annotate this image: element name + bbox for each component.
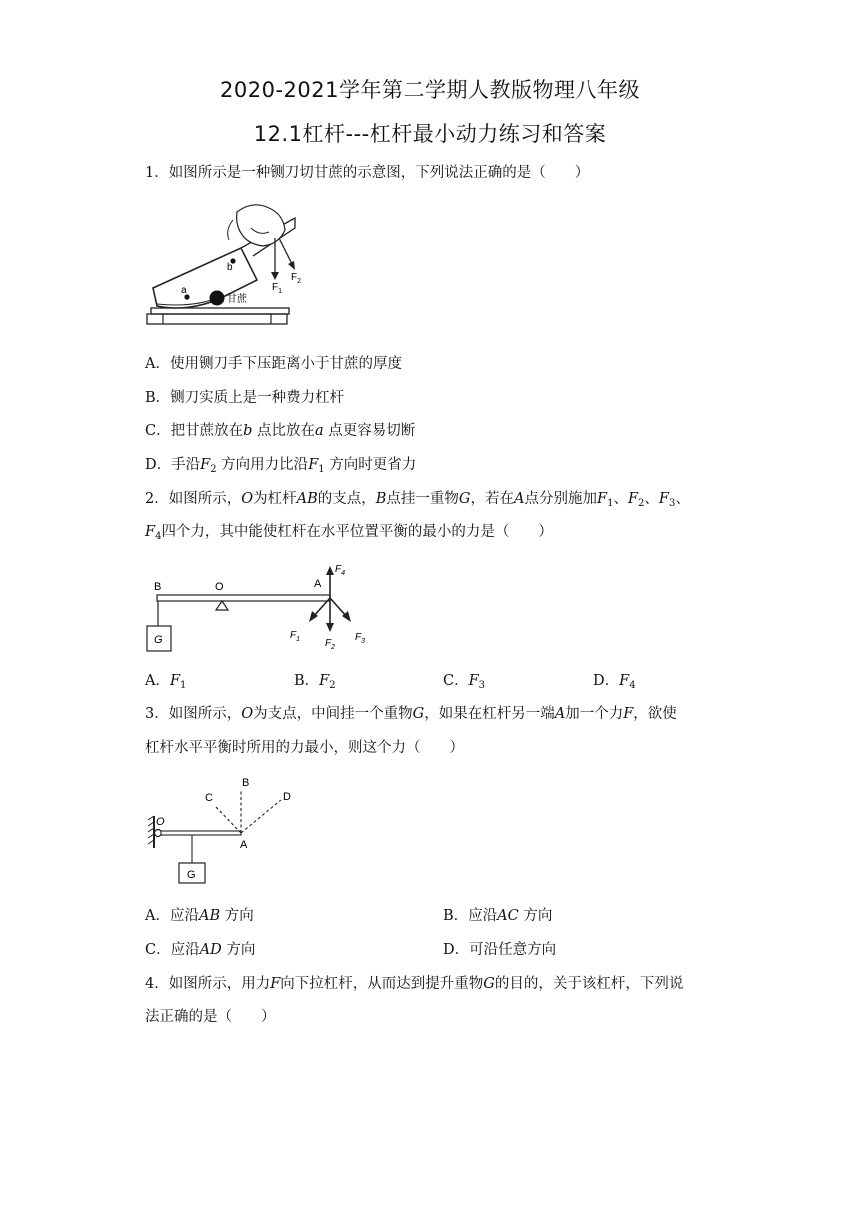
svg-text:F3: $F_3$ [355, 632, 366, 645]
q3-label-d: D [283, 791, 291, 803]
q2-stem-line2: $F_4$四个力，其中能使杠杆在水平位置平衡的最小的力是（ ） [145, 524, 553, 542]
svg-text:F1: $F_1$ [272, 282, 283, 295]
q3-stem-line1: 3．如图所示，O为支点，中间挂一个重物G，如果在杠杆另一端A加一个力F，欲使 [145, 706, 677, 722]
q1-point-a-label: a [181, 285, 187, 296]
q3-label-b: B [242, 777, 250, 789]
svg-text:F2: $F_2$ [325, 638, 336, 651]
q2-option-c: C．$F_3$ [443, 673, 486, 691]
svg-text:G: G [187, 869, 196, 881]
q2-fulcrum [216, 601, 228, 610]
q2-f4-label: F [335, 564, 342, 575]
q3-label-o: O [156, 816, 165, 828]
svg-text:F1: $F_1$ [290, 630, 301, 643]
q2-f1-label: F [290, 630, 297, 641]
q3-option-d: D．可沿任意方向 [443, 942, 557, 958]
document-title: 2020-2021学年第二学期人教版物理八年级 [220, 78, 640, 102]
q3-label-a: A [240, 839, 248, 851]
q1-sugarcane-label: 甘蔗 [227, 294, 247, 305]
q1-option-d: D．手沿$F_2$ 方向用力比沿$F_1$ 方向时更省力 [145, 457, 417, 475]
q1-sugarcane [210, 291, 225, 306]
q4-stem-line2: 法正确的是（ ） [145, 1009, 276, 1025]
q3-option-b: B．应沿AC 方向 [443, 908, 553, 924]
q2-option-a: A．$F_1$ [145, 673, 187, 691]
q2-f3-label: F [355, 632, 362, 643]
document-subtitle: 12.1杠杆---杠杆最小动力练习和答案 [253, 122, 607, 146]
q2-label-b: B [154, 581, 162, 593]
svg-text:F2: $F_2$ [291, 272, 302, 285]
q2-label-a: A [314, 578, 322, 590]
q1-f1-label: F [272, 282, 279, 293]
q3-pivot-o [155, 830, 162, 837]
q1-stem: 1．如图所示是一种铡刀切甘蔗的示意图，下列说法正确的是（ ） [145, 165, 590, 181]
q2-figure-lever [145, 560, 375, 660]
q3-figure-lever [145, 772, 305, 888]
q2-option-b: B．$F_2$ [294, 673, 336, 691]
q2-option-d: D．$F_4$ [593, 673, 636, 691]
q3-option-c: C．应沿AD 方向 [145, 942, 256, 958]
q3-option-a: A．应沿AB 方向 [145, 908, 254, 924]
q2-lever-bar [157, 595, 330, 601]
q3-label-c: C [205, 792, 213, 804]
q1-f2-label: F [291, 272, 298, 283]
q2-f2-label: F [325, 638, 332, 649]
q2-label-o: O [215, 581, 224, 593]
q2-stem-line1: 2．如图所示，O为杠杆AB的支点，B点挂一重物G，若在A点分别施加$F_1$、$F_2$、$F_3$、 [145, 491, 690, 509]
q3-stem-line2: 杠杆水平平衡时所用的力最小，则这个力（ ） [145, 740, 464, 756]
q3-lever-bar [161, 831, 241, 835]
q4-stem-line1: 4．如图所示，用力F向下拉杠杆，从而达到提升重物G的目的，关于该杠杆，下列说 [145, 976, 684, 992]
q1-option-c: C．把甘蔗放在b 点比放在a 点更容易切断 [145, 423, 416, 439]
svg-text:G: G [154, 634, 163, 646]
q1-option-a: A．使用铡刀手下压距离小于甘蔗的厚度 [145, 356, 402, 372]
q1-option-b: B．铡刀实质上是一种费力杠杆 [145, 390, 345, 406]
q1-point-b-label: b [227, 262, 233, 273]
q1-figure-guillotine [145, 200, 302, 332]
svg-text:F4: $F_4$ [335, 564, 346, 577]
